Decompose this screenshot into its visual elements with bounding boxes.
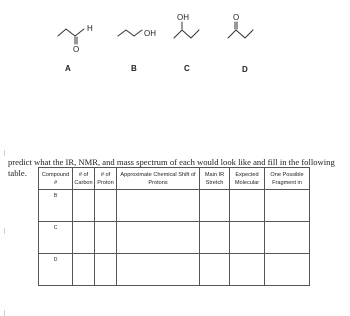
proton-count-cell[interactable] [95,190,117,222]
compound-a-label: A [65,64,71,73]
row-compound-label: C [39,222,73,254]
table-row [39,222,310,254]
compound-a-structure [58,24,93,73]
margin-mark [4,228,5,234]
compound-d-structure [228,13,253,74]
compound-a-oxygen: O [73,45,80,54]
instructions-text: predict what the IR, NMR, and mass spectrum of each would look like and fill in the following table. [8,157,335,178]
proton-count-cell[interactable] [95,222,117,254]
molecular-ion-cell[interactable] [230,254,265,286]
molecular-ion-cell[interactable] [230,190,265,222]
carbon-count-cell[interactable] [73,254,95,286]
chemical-shift-cell[interactable] [117,222,200,254]
header-ir-stretch: Main IR Stretch [200,168,230,190]
compound-b-label: B [131,64,137,73]
proton-count-cell[interactable] [95,254,117,286]
chemical-shift-cell[interactable] [117,190,200,222]
row-compound-label: B [39,190,73,222]
header-carbon-count: # of Carbon [73,168,95,190]
margin-mark [4,310,5,316]
compound-c-hydroxyl: OH [177,13,189,22]
answer-table [38,167,310,286]
chemical-shift-cell[interactable] [117,254,200,286]
ir-stretch-cell[interactable] [200,190,230,222]
compound-a-hydrogen: H [87,24,93,33]
table-row [39,254,310,286]
header-fragment: One Possible Fragment in [265,168,310,190]
compound-b-structure [118,29,156,73]
header-proton-count: # of Proton [95,168,117,190]
molecular-ion-cell[interactable] [230,222,265,254]
table-header-row [39,168,310,190]
fragment-cell[interactable] [265,222,310,254]
carbon-count-cell[interactable] [73,222,95,254]
ir-stretch-cell[interactable] [200,222,230,254]
margin-mark [4,150,5,156]
table-row [39,190,310,222]
compound-c-structure [174,13,199,73]
compound-d-label: D [242,65,248,74]
fragment-cell[interactable] [265,254,310,286]
carbon-count-cell[interactable] [73,190,95,222]
header-chemical-shift: Approximate Chemical Shift of Protons [117,168,200,190]
compound-c-label: C [184,64,190,73]
header-molecular-ion: Expected Molecular [230,168,265,190]
fragment-cell[interactable] [265,190,310,222]
row-compound-label: D [39,254,73,286]
header-compound: Compound # [39,168,73,190]
compound-d-oxygen: O [233,13,240,22]
compound-structures [0,0,350,100]
compound-b-hydroxyl: OH [144,29,156,38]
ir-stretch-cell[interactable] [200,254,230,286]
